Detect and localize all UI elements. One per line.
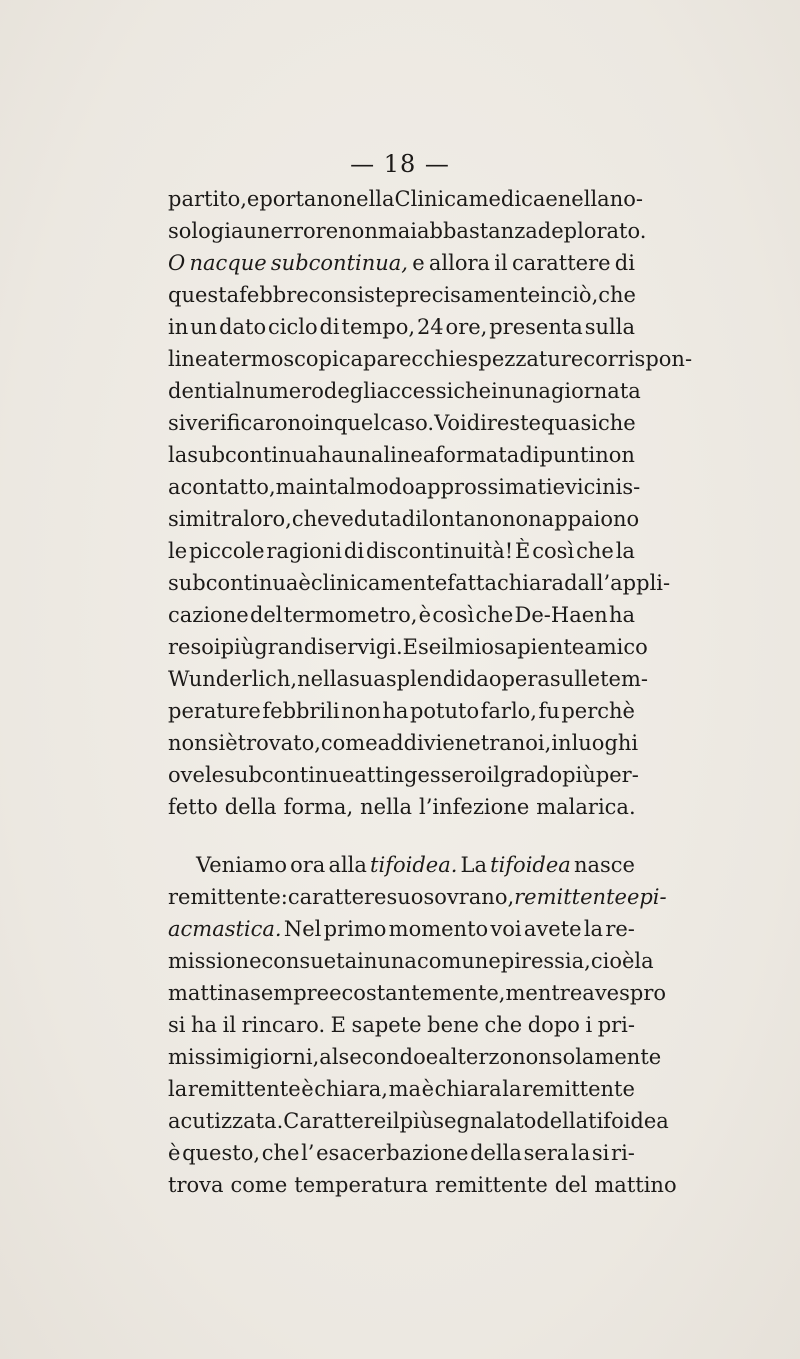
word: dato [219,315,267,339]
word: tifoidea. [370,853,458,877]
word: acutizzata. [168,1109,284,1133]
word: secondo [338,1045,426,1069]
word: remittente [514,885,627,909]
word: a [168,475,181,499]
word: errore [270,219,339,243]
word: discontinuità! [365,539,514,563]
word: tra [480,731,512,755]
word: remittente: [168,885,288,909]
word: 24 [416,315,444,339]
word: la [583,917,604,941]
word: remittente [522,1077,635,1101]
word: Voi [434,411,467,435]
word: approssimati [414,475,553,499]
word: e [425,1045,439,1069]
word: tifoidea [588,1109,669,1133]
word: al [319,1045,339,1069]
word: corrispon- [583,347,693,371]
word: il [494,251,508,275]
word: che [484,1013,523,1037]
word: termometro, [283,603,418,627]
word: fetto [168,795,218,819]
word: del [554,1173,588,1197]
word: remittente [187,1077,301,1101]
word: segnalato [433,1109,537,1133]
word: il [222,1013,237,1037]
word: che [576,539,614,563]
word: i [213,635,221,659]
word: al [438,1045,458,1069]
text-line [168,599,635,631]
text-line [168,1169,677,1201]
text-line [168,375,641,407]
word: non [338,219,378,243]
word: così [532,539,575,563]
word: clinicamente [310,571,448,595]
word: De-Haen [514,603,608,627]
word: veduta [329,507,402,531]
word: acmastica. [168,917,282,941]
word: mio [454,635,494,659]
word: piccole [189,539,265,563]
word: subcontinue [224,763,355,787]
page-number: — 18 — [350,150,450,178]
word: è [421,1077,435,1101]
word: remittente [435,1173,548,1197]
word: giornata [550,379,641,403]
word: che [453,379,492,403]
word: , [591,283,599,307]
word: esacerbazione [316,1141,469,1165]
word: e [552,475,566,499]
word: nella [557,187,610,211]
word: sovrano, [423,885,515,909]
word: per- [595,763,639,787]
word: È [515,539,531,563]
word: della [536,1109,589,1133]
word: momento [388,917,489,941]
word: ciclo [267,315,318,339]
word: la [168,1077,188,1101]
word: cazione [168,603,249,627]
word: grandi [254,635,324,659]
word: consiste [308,283,396,307]
word: vicinis- [565,475,641,499]
word: terzo [457,1045,513,1069]
word: missione [168,949,262,973]
word: una [343,443,384,467]
word: Wunderlich, [168,667,298,691]
word: non [168,731,208,755]
word: si [168,411,186,435]
word: nella [297,667,349,691]
word: in [308,475,329,499]
word: chiara [497,571,565,595]
word: linea [168,347,220,371]
word: ha [608,603,635,627]
word: sua [349,667,386,691]
word: che [598,283,636,307]
word: la [570,1141,591,1165]
paragraph [168,849,677,1201]
word: simi [168,507,213,531]
word: che [291,507,330,531]
word: caso. [380,411,435,435]
word: chiara [434,1077,502,1101]
word: solamente [551,1045,662,1069]
word: attingessero [354,763,487,787]
word: non [501,507,542,531]
word: numero [241,379,324,403]
word: presenta [489,315,583,339]
word: deplorato. [537,219,647,243]
word: amico [584,635,648,659]
word: alla [328,853,367,877]
text-line [168,439,635,471]
text-line [168,791,635,823]
word: denti [168,379,223,403]
text-line [168,567,671,599]
word: parecchie [363,347,468,371]
word: degli [323,379,377,403]
text-line [168,977,667,1009]
word: che [261,1141,300,1165]
text-line [168,311,635,343]
word: tem- [600,667,648,691]
word: subcontinua, [270,251,408,275]
word: Carattere [283,1109,387,1133]
word: nacque [189,251,267,275]
word: non [341,699,381,723]
text-line [168,881,667,913]
word: grado [500,763,563,787]
text-line [168,727,639,759]
word: più [562,763,596,787]
word: e [329,981,342,1005]
word: sologia [168,219,244,243]
word: quasi [540,411,598,435]
word: no- [609,187,643,211]
word: forma, [283,795,354,819]
word: sapiente [493,635,585,659]
word: la [634,949,654,973]
word: è [298,571,311,595]
word: accessi [376,379,454,403]
word: questo, [182,1141,261,1165]
word: ri- [611,1141,635,1165]
word: di [614,251,635,275]
word: mattino [594,1173,677,1197]
word: piressia, [500,949,591,973]
word: mai [377,219,418,243]
word: missimi [168,1045,250,1069]
word: splendida [385,667,489,691]
word: della [470,1141,522,1165]
word: giorni, [249,1045,320,1069]
word: tra [212,507,244,531]
word: sulle [549,667,601,691]
word: appaiono [541,507,640,531]
word: mentre [505,981,583,1005]
word: linea [383,443,436,467]
word: al [222,379,242,403]
word: questa [168,283,240,307]
word: carattere [511,251,611,275]
word: nasce [573,853,635,877]
word: trova [168,1173,224,1197]
text-line [168,407,635,439]
paragraph [168,183,693,823]
word: O [168,251,186,275]
word: vespro [594,981,667,1005]
word: non [512,1045,552,1069]
word: come [320,731,378,755]
word: febbre [239,283,309,307]
word: reso [168,635,214,659]
word: è [418,603,432,627]
word: ove [168,763,205,787]
text-line [168,945,654,977]
text-line [168,1073,635,1105]
text-line [168,1137,635,1169]
text-line [168,759,639,791]
word: direste [466,411,541,435]
word: tempo, [341,315,416,339]
text-line [168,913,635,945]
word: re- [605,917,635,941]
word: ciò [560,283,592,307]
word: quel [333,411,381,435]
word: fu [538,699,560,723]
text-line [168,279,635,311]
word: subcontinua [168,571,299,595]
word: consueta [261,949,358,973]
word: è [168,1141,181,1165]
word: sempre [250,981,330,1005]
word: E [330,1013,347,1037]
word: le [204,763,225,787]
word: si [168,1013,186,1037]
word: il [441,635,455,659]
text-line [168,663,648,695]
paragraph-gap [168,823,635,849]
word: farlo, [480,699,537,723]
word: sulla [584,315,635,339]
word: se [418,635,442,659]
word: avete [523,917,582,941]
word: l’infezione [419,795,530,819]
word: precisamente [395,283,541,307]
word: e [545,187,558,211]
word: in [491,379,512,403]
word: non [595,443,635,467]
word: Nel [283,917,322,941]
word: dopo [527,1013,580,1037]
word: a [582,981,595,1005]
word: abbastanza [417,219,538,243]
word: in [540,283,561,307]
word: subcontinua [187,443,318,467]
word: la [615,539,635,563]
word: ora [290,853,326,877]
word: nella [342,187,395,211]
word: la [502,1077,522,1101]
word: modo [356,475,415,499]
text-line [168,695,635,727]
word: mattina [168,981,251,1005]
word: suo [386,885,424,909]
word: lontano [421,507,502,531]
word: comune [416,949,501,973]
word: sapete [351,1013,422,1037]
word: il [486,763,501,787]
word: in [357,949,378,973]
word: l’ [301,1141,315,1165]
word: un [190,315,218,339]
text-line [168,503,640,535]
word: La [460,853,487,877]
word: bene [427,1013,479,1037]
word: verificarono [185,411,314,435]
word: malarica. [536,795,636,819]
word: chiara, [314,1077,388,1101]
word: cioè [590,949,635,973]
text-line [168,1105,669,1137]
word: di [343,539,365,563]
word: del [249,603,283,627]
word: tal [328,475,356,499]
word: punti [539,443,596,467]
word: ma [388,1077,421,1101]
word: spezzature [467,347,584,371]
word: di [401,507,422,531]
word: la [168,443,188,467]
word: i [585,1013,593,1037]
word: trovato, [237,731,321,755]
word: in [313,411,334,435]
body-text [168,183,693,1201]
word: E [402,635,418,659]
word: partito, [168,187,247,211]
word: perchè [561,699,635,723]
word: ha [191,1013,218,1037]
word: il [386,1109,400,1133]
word: un [243,219,271,243]
word: è [301,1077,314,1101]
word: di [319,315,340,339]
word: una [377,949,417,973]
word: febbrili [262,699,340,723]
word: luoghi [571,731,639,755]
text-line [168,183,643,215]
word: una [511,379,551,403]
word: potuto [409,699,480,723]
word: ma [275,475,309,499]
word: noi, [511,731,552,755]
word: pri- [597,1013,635,1037]
word: primo [323,917,387,941]
word: più [399,1109,434,1133]
word: dall’appli- [564,571,671,595]
text-line [168,247,635,279]
word: voi [490,917,522,941]
word: contatto, [180,475,276,499]
word: costantemente, [341,981,506,1005]
word: ore, [445,315,488,339]
word: più [220,635,255,659]
word: loro, [243,507,292,531]
text-line [168,471,641,503]
text-line [168,215,647,247]
word: termoscopica [219,347,363,371]
word: ragioni [266,539,343,563]
text-line [168,631,648,663]
text-line [168,343,693,375]
word: è [225,731,238,755]
word: di [519,443,540,467]
word: allora [428,251,491,275]
word: temperatura [294,1173,428,1197]
word: Veniamo [196,853,287,877]
word: nella [360,795,413,819]
word: portano [259,187,343,211]
text-line [168,1041,662,1073]
word: tifoidea [490,853,571,877]
word: ha [382,699,409,723]
word: perature [168,699,261,723]
word: così [432,603,475,627]
word: fatta [447,571,497,595]
word: opera [488,667,550,691]
text-line [168,849,635,881]
word: Clinica [394,187,469,211]
word: ha [317,443,344,467]
word: come [230,1173,288,1197]
word: si [591,1141,610,1165]
word: addiviene [377,731,481,755]
text-line [168,1009,635,1041]
word: della [224,795,277,819]
word: si [207,731,226,755]
text-line [168,535,635,567]
word: servigi. [323,635,403,659]
word: formata [435,443,520,467]
word: e [412,251,425,275]
word: le [168,539,188,563]
word: sera [523,1141,570,1165]
word: carattere [287,885,387,909]
word: che [475,603,514,627]
word: che [597,411,636,435]
word: in [551,731,572,755]
word: in [168,315,189,339]
word: epi- [626,885,667,909]
word: e [246,187,260,211]
word: medica [468,187,546,211]
word: rincaro. [241,1013,326,1037]
